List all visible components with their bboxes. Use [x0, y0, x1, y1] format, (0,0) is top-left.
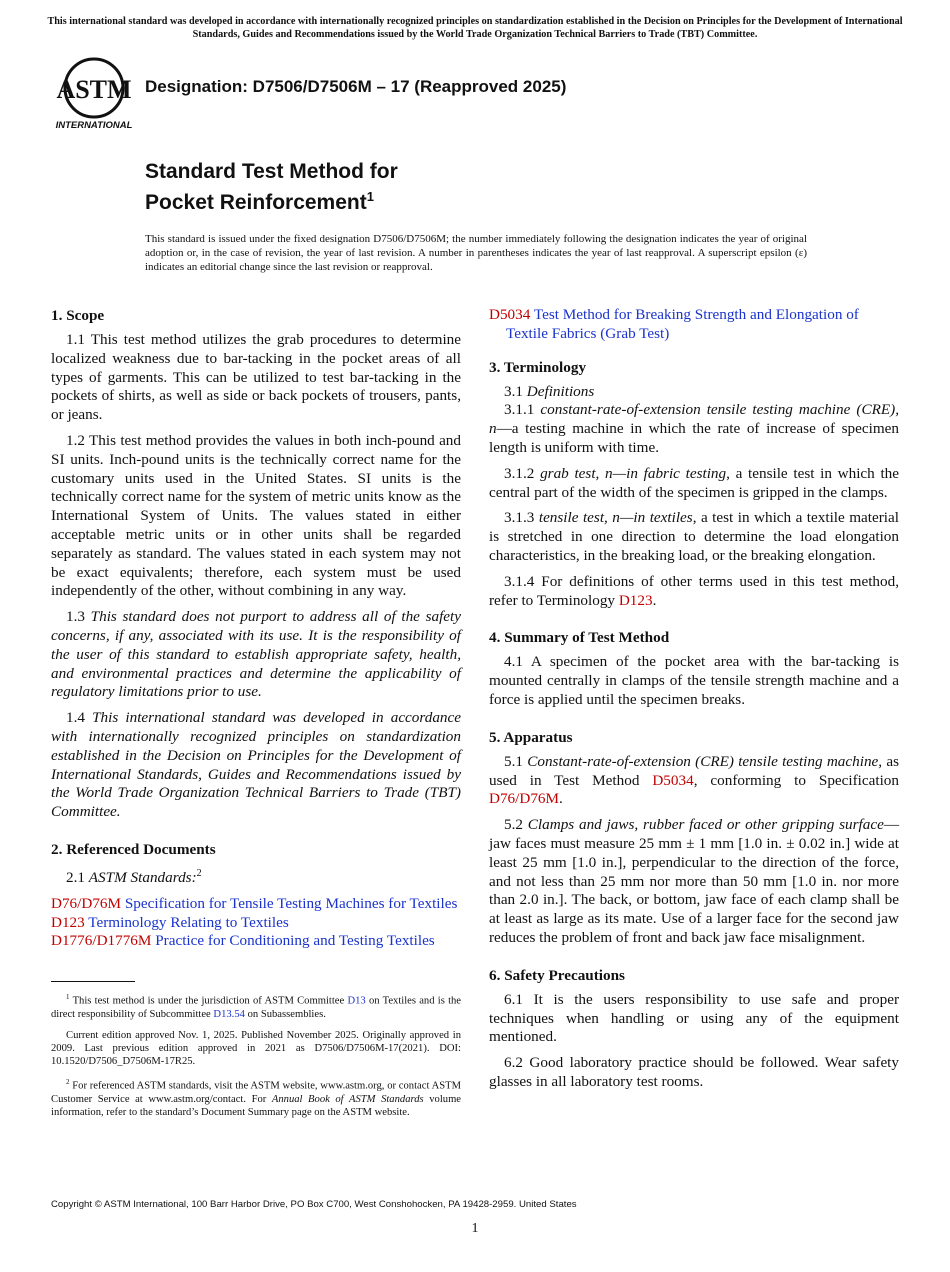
svg-text:ASTM: ASTM [56, 75, 132, 104]
paragraph-6-2: 6.2 Good laboratory practice should be followed. Wear safety glasses in all laboratory test rooms. [489, 1054, 899, 1090]
section-apparatus [489, 728, 899, 948]
paragraph-3-1-1: 3.1.1 constant-rate-of-extension tensile testing machine (CRE), n—a testing machine in which the rate of increase of specimen length is uniform with time. [489, 401, 899, 456]
section-heading: 4. Summary of Test Method [489, 629, 670, 647]
paragraph-5-1: 5.1 Constant-rate-of-extension (CRE) tensile testing machine, as used in Test Method D5034, conforming to Specification D76/D76M. [489, 752, 899, 808]
section-heading: 6. Safety Precautions [489, 966, 625, 984]
section-referenced-documents [51, 840, 461, 951]
link-d123[interactable]: D123 [618, 591, 653, 609]
link-d5034[interactable]: D5034 [652, 771, 694, 789]
footnote-1: $^1$ This test method is under the jurisdiction of ASTM Committee D13 on Textiles and is the direct responsibility of Subcommittee D13.54 on Subassemblies. [51, 993, 462, 1021]
paragraph-3-1-2: 3.1.2 grab test, n—in fabric testing, a tensile test in which the central part of the width of the specimen is gripped in the clamps. [489, 464, 900, 501]
document-title [145, 159, 398, 215]
title-line-1: Standard Test Method for [145, 160, 398, 183]
copyright-footer: Copyright © ASTM International, 100 Barr Harbor Drive, PO Box C700, West Conshohocken, PA 19428-2959. United States [51, 1199, 577, 1210]
issue-statement: This standard is issued under the fixed designation D7506/D7506M; the number immediately following the designation indicates the year of original adoption or, in the case of revision, the year of last revision. A number in parentheses indicates the year of last reapproval. A superscript epsilon (ε) indicates an editorial change since the last revision or reapproval. [145, 233, 807, 274]
paragraph-4-1: 4.1 A specimen of the pocket area with the bar-tacking is mounted centrally in clamps of the tensile strength machine and a force is applied until the specimen breaks. [489, 653, 899, 708]
section-heading: 1. Scope [51, 307, 105, 324]
section-heading: 5. Apparatus [489, 728, 573, 746]
reference-d76[interactable]: D76/D76M Specification for Tensile Testing Machines for Textiles [51, 894, 458, 912]
link-d13[interactable]: D13 [347, 995, 366, 1007]
link-d13-54[interactable]: D13.54 [213, 1009, 245, 1021]
footnote-edition: Current edition approved Nov. 1, 2025. Published November 2025. Originally approved in 2009. Last previous edition approved in 2021 as D7506/D7506M-17(2021). DOI: 10.1520/D7506_D7506M-17R25. [51, 1029, 461, 1068]
paragraph-6-1: 6.1 It is the users responsibility to use safe and proper techniques when handling or using any of the equipment mentioned. [489, 990, 899, 1046]
paragraph-5-2: 5.2 Clamps and jaws, rubber faced or other gripping surface—jaw faces must measure 25 mm ± 1 mm [1.0 in. ± 0.02 in.] wide at least 25 mm [1.0 in.], perpendicular to the direction of the force, and not less than 25 mm nor more than 50 mm [1.0 in. nor more than 2.0 in.]. The back, or bottom, jaw face of each clamp shall be at least as large as its mate. Use of a larger face for the second jaw reduces the problem of front and back jaw face misalignment. [489, 816, 899, 946]
right-column [489, 306, 899, 1099]
svg-text:INTERNATIONAL: INTERNATIONAL [55, 120, 133, 131]
title-footnote-mark[interactable]: 1 [366, 189, 374, 204]
section-summary [489, 628, 899, 709]
paragraph-3-1-3: 3.1.3 tensile test, n—in textiles, a test in which a textile material is stretched in one direction to determine the load elongation characteristics, in the breaking load, or the breaking elongation. [489, 509, 899, 564]
paragraph-3-1: 3.1 Definitions [504, 382, 595, 400]
section-heading: 2. Referenced Documents [51, 840, 216, 858]
reference-d1776[interactable]: D1776/D1776M Practice for Conditioning and Testing Textiles [51, 932, 435, 950]
section-heading: 3. Terminology [489, 358, 587, 376]
page-number: 1 [471, 1221, 479, 1236]
footnote-divider [51, 981, 135, 982]
reference-d123[interactable]: D123 Terminology Relating to Textiles [51, 913, 289, 931]
left-column [51, 306, 461, 1126]
section-terminology [489, 358, 899, 611]
paragraph-3-1-4: 3.1.4 For definitions of other terms used in this test method, refer to Terminology D123. [489, 572, 899, 609]
title-line-2: Pocket Reinforcement$^1$ [145, 189, 374, 214]
header-notice: This international standard was developed in accordance with internationally recognized principles on standardization established in the Decision on Principles for the Development of International Standards, Guides and Recommendations issued by the World Trade Organization Technical Barriers to Trade (TBT) Committee. [47, 16, 903, 40]
paragraph-1-3: 1.3 This standard does not purport to address all of the safety concerns, if any, associated with its use. It is the responsibility of the user of this standard to establish appropriate safety, health, and environmental practices and determine the applicability of regulatory limitations prior to use. [51, 608, 462, 701]
section-safety [489, 966, 899, 1092]
footnotes [51, 991, 461, 1119]
paragraph-1-1: 1.1 This test method utilizes the grab procedures to determine localized weakness due to bar-tacking in the pocket areas of all types of garments. This can be utilized to test bar-tacking in the pockets of shirts, as well as side or back pockets of trousers, pants, or jeans. [51, 331, 461, 424]
link-d76[interactable]: D76/D76M [489, 790, 560, 808]
paragraph-1-2: 1.2 This test method provides the values in both inch-pound and SI units. Inch-pound units is the technically correct name for the customary units used in the United States. SI units is the technically correct name for the system of metric units know as the International System of Units. The values stated in either acceptable metric units or in other units shall be regarded separately as standard. The values stated in each system may not be exact equivalents; therefore, each system must be used independently of the other, without combining in any way. [51, 431, 461, 600]
section-scope [51, 306, 461, 822]
paragraph-1-4: 1.4 This international standard was developed in accordance with internationally recognized principles on standardization established in the Decision on Principles for the Development of International Standards, Guides and Recommendations issued by the World Trade Organization Technical Barriers to Trade (TBT) Committee. [51, 709, 462, 821]
paragraph-2-1: 2.1 ASTM Standards:$^2$ [66, 867, 202, 886]
footnote-2: $^2$ For referenced ASTM standards, visit the ASTM website, www.astm.org, or contact ASTM Customer Service at www.astm.org/contact. For Annual Book of ASTM Standards volume information, refer to the standard’s Document Summary page on the ASTM website. [51, 1077, 462, 1119]
designation: Designation: D7506/D7506M – 17 (Reapproved 2025) [145, 77, 567, 96]
astm-logo [52, 54, 136, 132]
reference-d5034[interactable]: D5034 Test Method for Breaking Strength and Elongation of Textile Fabrics (Grab Test) [489, 306, 859, 342]
